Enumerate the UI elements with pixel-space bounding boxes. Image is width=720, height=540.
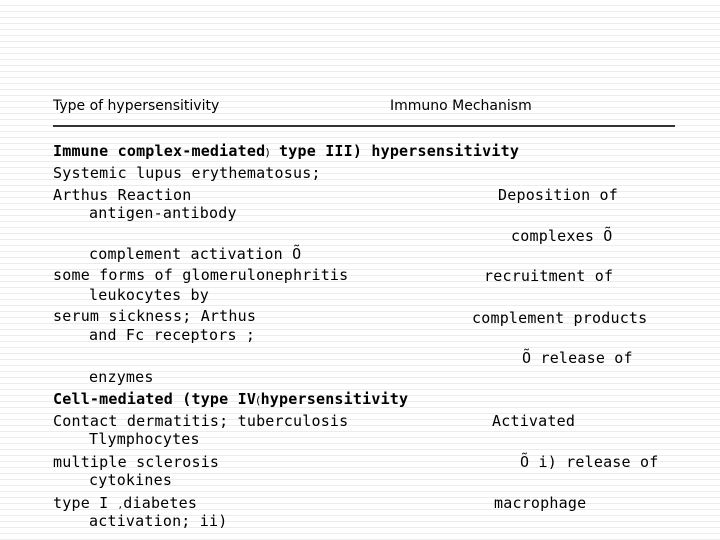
- left-line-14: [53, 496, 197, 511]
- section-title-cell-mediated: [53, 392, 408, 407]
- section-title-part2: type III) hypersensitivity: [279, 142, 520, 160]
- left-line-12: multiple sclerosis: [53, 453, 220, 471]
- section2-title-part1: Cell-mediated (type IV: [53, 390, 257, 408]
- header-type-of-hypersensitivity: Type of hypersensitivity: [53, 98, 220, 114]
- section2-title-paren: (: [256, 394, 261, 407]
- left-line-14-a: type I: [53, 494, 109, 512]
- left-line-2: Arthus Reaction: [53, 186, 192, 204]
- left-line-6: leukocytes by: [89, 286, 209, 304]
- right-line-4: complement products: [472, 309, 648, 327]
- left-line-14-mark: ,: [117, 501, 124, 511]
- section-title-part1: Immune complex-mediated: [53, 142, 266, 160]
- left-line-1: Systemic lupus erythematosus;: [53, 164, 321, 182]
- left-line-14-b: diabetes: [123, 494, 198, 512]
- right-line-8: macrophage: [494, 494, 587, 512]
- section-title-paren: ): [265, 146, 270, 159]
- left-line-7: serum sickness; Arthus: [53, 307, 257, 325]
- left-line-8: and Fc receptors ;: [89, 326, 256, 344]
- right-line-5: Õ release of: [522, 349, 633, 367]
- right-line-7: Õ i) release of: [520, 453, 659, 471]
- left-line-15: activation; ii): [89, 512, 228, 530]
- right-line-1: Deposition of: [498, 186, 618, 204]
- section2-title-part2: hypersensitivity: [260, 390, 409, 408]
- right-line-2: complexes Õ: [511, 227, 613, 245]
- left-line-5: some forms of glomerulonephritis: [53, 266, 349, 284]
- header-immuno-mechanism: Immuno Mechanism: [390, 98, 532, 114]
- right-line-3: recruitment of: [484, 267, 614, 285]
- header-divider: [53, 125, 675, 127]
- left-line-11: Tlymphocytes: [89, 430, 200, 448]
- left-line-13: cytokines: [89, 471, 173, 489]
- right-line-6: Activated: [492, 412, 576, 430]
- left-line-9: enzymes: [89, 368, 154, 386]
- left-line-3: antigen-antibody: [89, 204, 237, 222]
- section-title-immune-complex: [53, 144, 519, 159]
- left-line-10: Contact dermatitis; tuberculosis: [53, 412, 349, 430]
- left-line-4: complement activation Õ: [89, 245, 302, 263]
